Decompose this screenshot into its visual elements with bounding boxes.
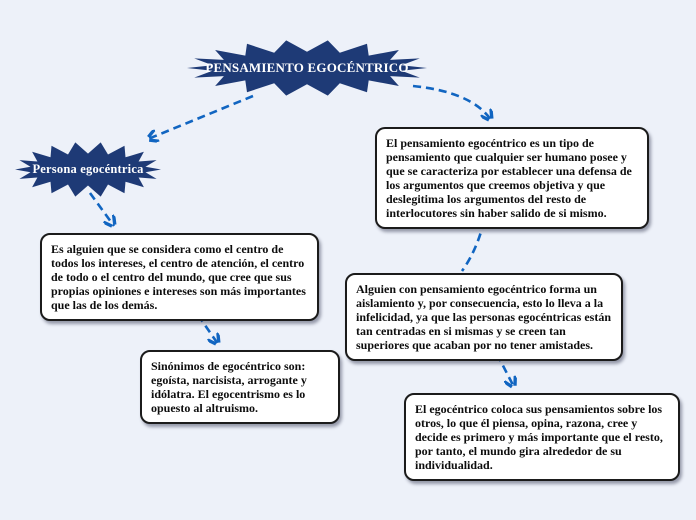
synonyms-text: Sinónimos de egocéntrico son: egoísta, narcisista, arrogante y idólatra. El egocentrismo es lo opuesto al altruismo. — [151, 359, 307, 416]
connector-title-to-persona — [148, 96, 253, 139]
isolation-text: Alguien con pensamiento egocéntrico forma un aislamiento y, por consecuencia, esto lo lleva a la infelicidad, ya que las personas egocéntricas están tan centradas en si mismas y se creen tan superiores que acaban por no tener amistades. — [356, 282, 611, 353]
node-persona-burst[interactable] — [14, 141, 162, 198]
node-title-burst[interactable] — [186, 39, 428, 97]
definition-text: El pensamiento egocéntrico es un tipo de pensamiento que cualquier ser humano posee y que se caracteriza por establecer una defensa de los argumentos que creemos objetiva y que deslegitima los argumentos del resto de interlocutores sin haber salido de si mismo. — [386, 136, 632, 221]
node-box-who-is-egocentric[interactable] — [40, 233, 319, 321]
title-burst-label: PENSAMIENTO EGOCÉNTRICO — [205, 60, 409, 75]
self-importance-text: El egocéntrico coloca sus pensamientos sobre los otros, lo que él piensa, opina, razona, cree y decide es primero y más importante que el resto, por tanto, el mundo gira alrededor de su individualidad. — [415, 402, 663, 473]
node-box-synonyms[interactable] — [140, 350, 340, 424]
node-box-isolation[interactable] — [345, 273, 623, 361]
node-box-self-importance[interactable] — [404, 393, 680, 481]
node-box-definition[interactable] — [375, 127, 649, 229]
who-is-egocentric-text: Es alguien que se considera como el centro de todos los intereses, el centro de atención, el centro de todo o el centro del mundo, que cree que sus propias opiniones e intereses son más importantes que las de los demás. — [51, 242, 306, 313]
persona-burst-label: Persona egocéntrica — [32, 162, 144, 176]
